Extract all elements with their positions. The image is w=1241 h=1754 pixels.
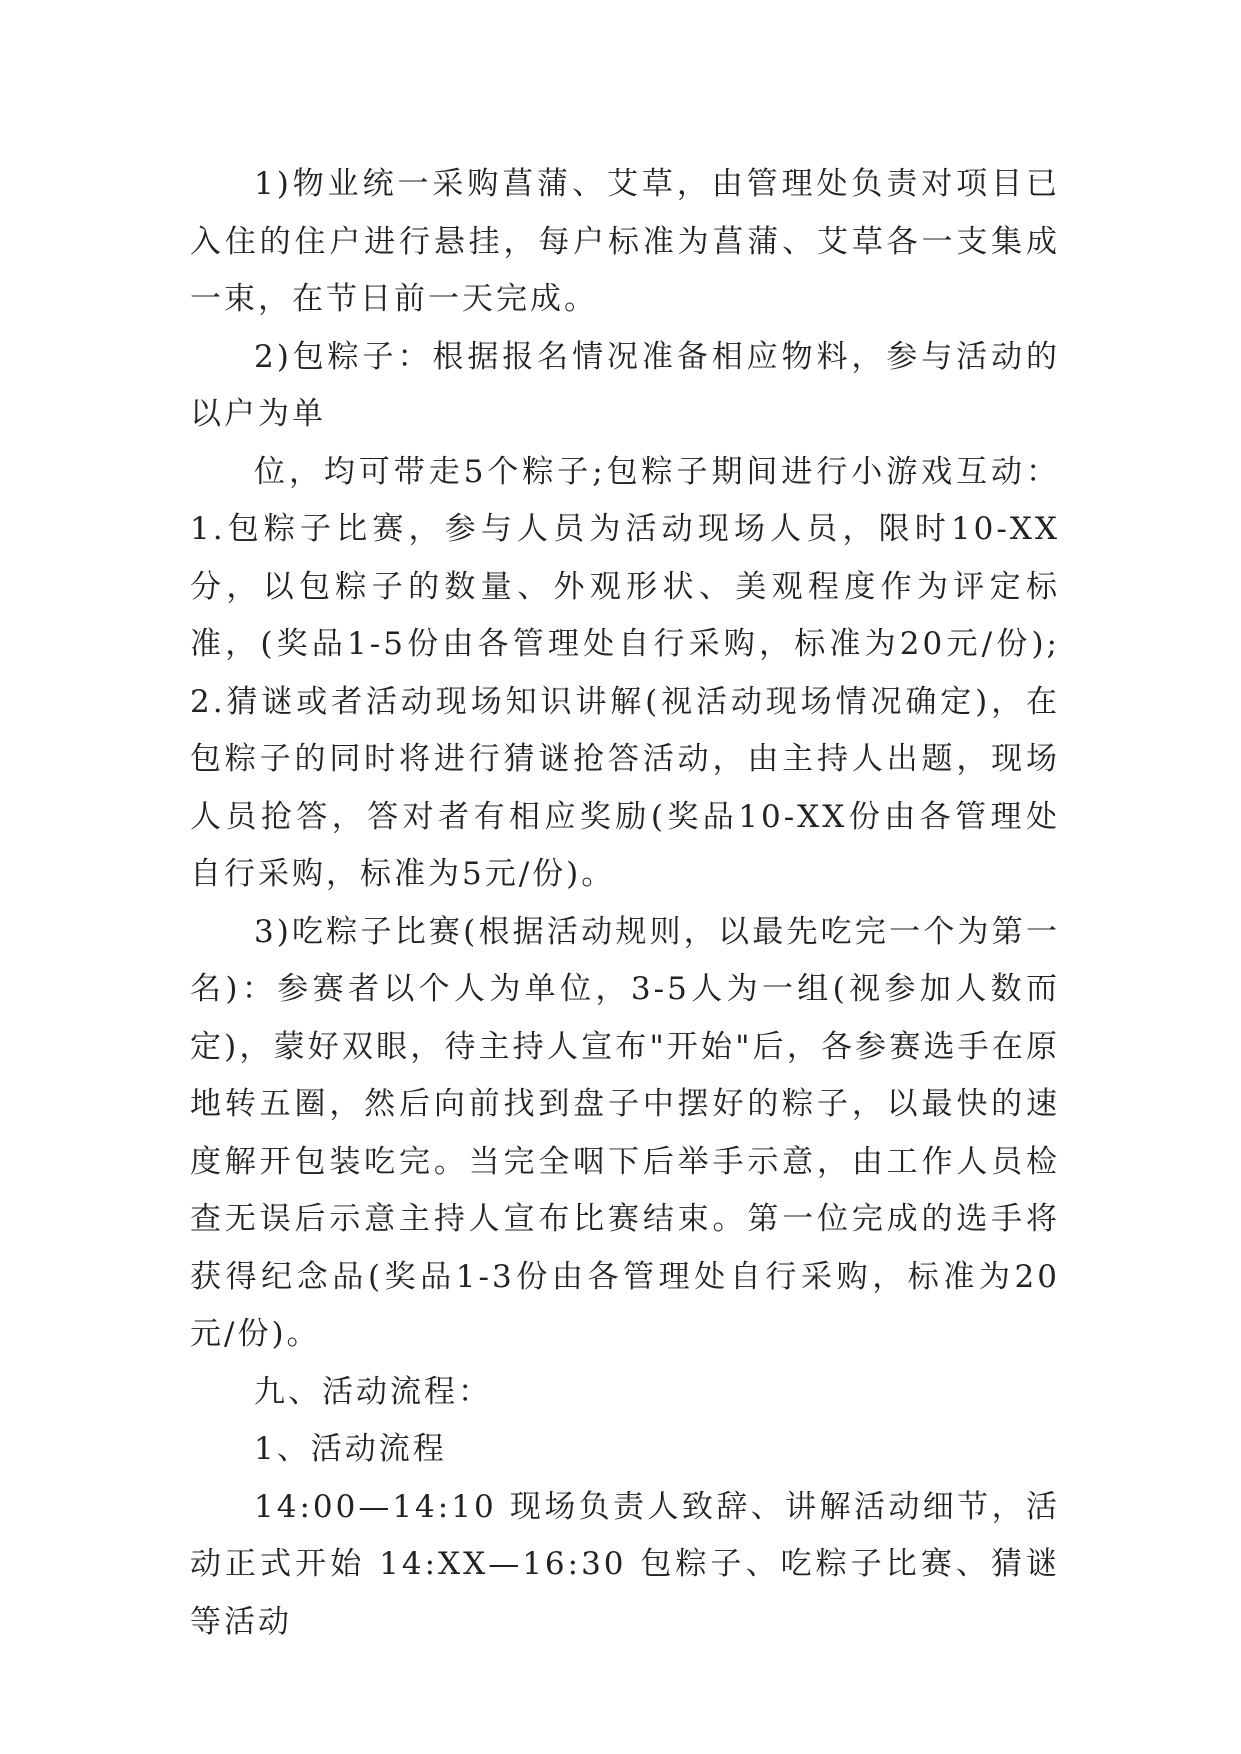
document-body [190, 156, 1060, 1651]
paragraph-4: 3)吃粽子比赛(根据活动规则，以最先吃完一个为第一名)：参赛者以个人为单位，3-5人为一组(视参加人数而定)，蒙好双眼，待主持人宣布"开始"后，各参赛选手在原地转五圈，然后向前找到盘子中摆好的粽子，以最快的速度解开包装吃完。当完全咽下后举手示意，由工作人员检查无误后示意主持人宣布比赛结束。第一位完成的选手将获得纪念品(奖品1-3份由各管理处自行采购，标准为20元/份)。 [190, 913, 1060, 1352]
subsection-heading: 1、活动流程 [254, 1431, 447, 1467]
paragraph-3: 位，均可带走5个粽子;包粽子期间进行小游戏互动：1.包粽子比赛，参与人员为活动现场人员，限时10-XX分，以包粽子的数量、外观形状、美观程度作为评定标准，(奖品1-5份由各管理处自行采购，标准为20元/份);2.猜谜或者活动现场知识讲解(视活动现场情况确定)，在包粽子的同时将进行猜谜抢答活动，由主持人出题，现场人员抢答，答对者有相应奖励(奖品10-XX份由各管理处自行采购，标准为5元/份)。 [190, 453, 1060, 892]
schedule-paragraph: 14:00—14:10 现场负责人致辞、讲解活动细节，活动正式开始 14:XX—16:30 包粽子、吃粽子比赛、猜谜等活动 [190, 1488, 1060, 1640]
paragraph-1: 1)物业统一采购菖蒲、艾草，由管理处负责对项目已入住的住户进行悬挂，每户标准为菖蒲、艾草各一支集成一束，在节日前一天完成。 [190, 166, 1060, 317]
paragraph-2: 2)包粽子：根据报名情况准备相应物料，参与活动的以户为单 [190, 338, 1060, 432]
section-heading: 九、活动流程： [254, 1373, 492, 1410]
